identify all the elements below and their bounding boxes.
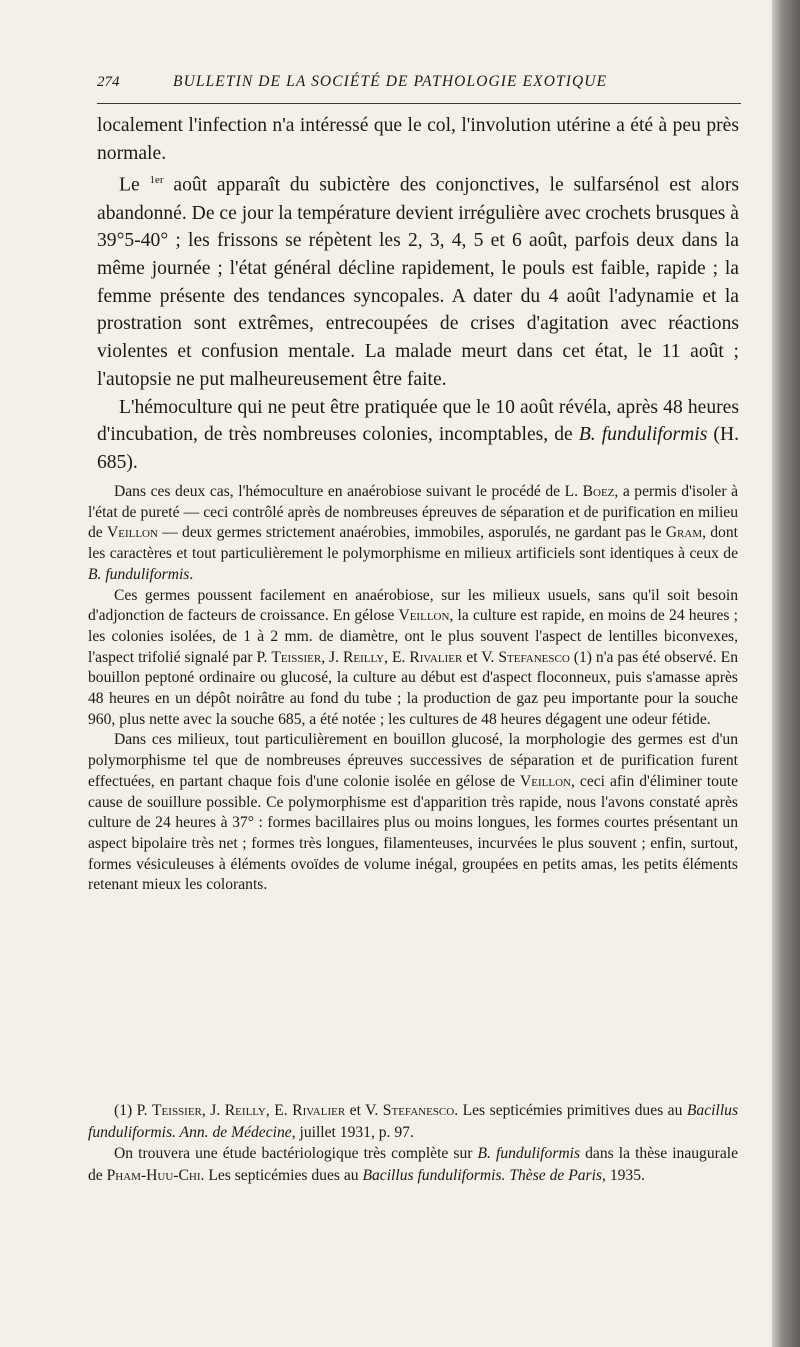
- paragraph: [88, 586, 738, 731]
- text-span: (1) n'a pas été observé. En bouillon peptoné ordinaire ou glucosé, la culture au début est d'aspect floconneux, puis s'amasse après 48 heures en un dépôt noirâtre au fond du tube ; la production de gaz peu importante pour la souche 960, plus nette avec la souche 685, a été notée ; les cultures de 48 heures dégagent une odeur fétide.: [88, 648, 738, 728]
- paragraph: [97, 394, 739, 477]
- text-span: (1) P.: [114, 1102, 153, 1119]
- text-span: (H. 685).: [97, 424, 739, 473]
- text-span: Le: [119, 174, 150, 196]
- paragraph: [97, 167, 739, 393]
- book-spine-shadow: [772, 0, 800, 1347]
- small-print-section: [88, 482, 738, 896]
- author-name: Stefanesco: [498, 648, 570, 666]
- citation-title: Bacillus funduliformis. Thèse de Paris: [362, 1166, 603, 1184]
- author-name: Stefanesco: [382, 1102, 455, 1119]
- author-name: Boez: [582, 483, 615, 500]
- author-name: Rivalier: [409, 648, 463, 666]
- text-span: dans la thèse inaugurale de: [88, 1145, 739, 1184]
- text-span: , 1935.: [602, 1166, 645, 1184]
- superscript: 1er: [149, 174, 164, 187]
- text-span: , J.: [201, 1102, 225, 1119]
- text-span: , E.: [384, 648, 410, 666]
- text-span: On trouvera une étude bactériologique très complète sur: [114, 1145, 478, 1162]
- author-name: Veillon: [106, 524, 158, 542]
- citation-title: Bacillus funduliformis. Ann. de Médecine: [88, 1102, 739, 1141]
- text-span: , E.: [265, 1102, 293, 1119]
- page-header: [97, 72, 737, 96]
- paragraph: [88, 730, 738, 896]
- author-name: Teissier: [152, 1102, 202, 1119]
- paragraph: localement l'infection n'a intéressé que le col, l'involution utérine a été à peu près normale.: [97, 115, 739, 164]
- header-rule: [97, 103, 741, 104]
- author-name: Reilly: [343, 648, 385, 666]
- text-span: , ceci afin d'éliminer toute cause de souillure possible. Ce polymorphisme est d'apparition très rapide, nous l'avons constaté après culture de 24 heures à 37° : formes bacillaires plus ou moins longues, les formes courtes présentant un aspect bipolaire très net ; formes très longues, filamenteuses, incurvées le plus souvent ; enfin, surtout, formes vésiculeuses à éléments ovoïdes de volume inégal, groupées en petits amas, les petits éléments retenant mieux les colorants.: [88, 772, 738, 894]
- species-name: B. funduliformis: [88, 565, 190, 583]
- text-span: , a permis d'isoler à l'état de pureté — ceci contrôlé après de nombreuses épreuves de séparation et de purification en milieu de: [88, 483, 738, 542]
- footnote: [88, 1143, 738, 1186]
- paragraph: [88, 482, 738, 586]
- text-span: , J.: [321, 648, 343, 666]
- text-span: et V.: [345, 1102, 383, 1119]
- author-name: Veillon: [398, 607, 450, 625]
- author-name: Teissier: [271, 648, 322, 666]
- author-name: Gram: [665, 524, 703, 542]
- footnote: [88, 1100, 738, 1143]
- running-title: BULLETIN DE LA SOCIÉTÉ DE PATHOLOGIE EXOTIQUE: [173, 73, 608, 90]
- text-span: L'hémoculture qui ne peut être pratiquée que le 10 août révéla, après 48 heures d'incubation, de très nombreuses colonies, incomptables, de: [97, 396, 739, 446]
- species-name: B. funduliformis: [578, 424, 708, 446]
- page-number: 274: [97, 74, 120, 90]
- author-name: Rivalier: [292, 1102, 346, 1119]
- text-span: et V.: [462, 648, 499, 666]
- species-name: B. funduliformis: [477, 1145, 581, 1162]
- text-span: Dans ces deux cas, l'hémoculture en anaérobiose suivant le procédé de L.: [114, 483, 583, 500]
- text-span: .: [189, 565, 194, 583]
- text-span: — deux germes strictement anaérobies, immobiles, asporulés, ne gardant pas le: [157, 524, 666, 542]
- main-text: [97, 112, 739, 477]
- footnotes: [88, 1100, 738, 1186]
- text-span: Ces germes poussent facilement en anaérobiose, sur les milieux usuels, sans qu'il soit besoin d'adjonction de facteurs de croissance. En gélose: [88, 586, 738, 625]
- text-span: , juillet 1931, p. 97.: [291, 1123, 414, 1141]
- text-span: août apparaît du subictère des conjonctives, le sulfarsénol est alors abandonné. De ce jour la température devient irrégulière avec crochets brusques à 39°5-40° ; les frissons se répètent les 2, 3, 4, 5 et 6 août, parfois deux dans la même journée ; l'état général décline rapidement, le pouls est faible, rapide ; la femme présente des tendances syncopales. A dater du 4 août l'adynamie et la prostration sont extrêmes, entrecoupées de crises d'agitation avec réactions violentes et confusion mentale. La malade meurt dans cet état, le 11 août ; l'autopsie ne put malheureusement être faite.: [97, 174, 739, 390]
- author-name: Reilly: [224, 1102, 266, 1119]
- author-name: Pham-Huu-Chi: [106, 1166, 201, 1184]
- text-span: . Les septicémies dues au: [200, 1166, 363, 1184]
- text-span: , dont les caractères et tout particulièrement le polymorphisme en milieux artificiels sont identiques à ceux de: [88, 524, 738, 563]
- text-span: Dans ces milieux, tout particulièrement en bouillon glucosé, la morphologie des germes est d'un polymorphisme tel que de nombreuses épreuves successives de séparation et de purification furent effectuées, en partant chaque fois d'une colonie isolée en gélose de: [88, 731, 738, 790]
- text-span: . Les septicémies primitives dues au: [454, 1102, 687, 1119]
- text-span: , la culture est rapide, en moins de 24 heures ; les colonies isolées, de 1 à 2 mm. de diamètre, ont le plus souvent l'aspect de lentilles biconvexes, l'aspect trifolié signalé par P.: [88, 607, 739, 666]
- author-name: Veillon: [520, 772, 572, 790]
